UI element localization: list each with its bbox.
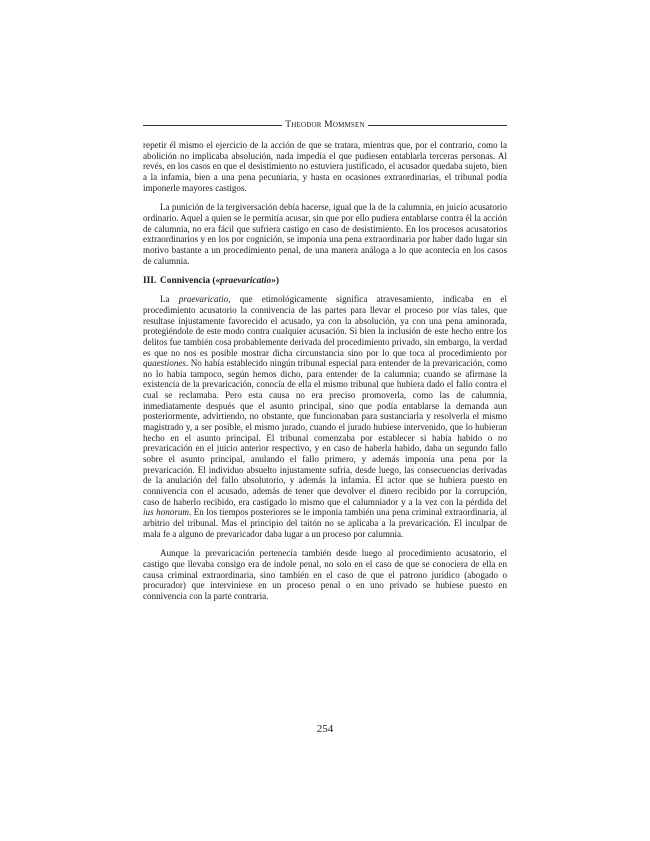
header-rule-right — [368, 125, 507, 126]
main-text — [143, 140, 507, 602]
section-title-term: praevaricatio — [220, 276, 272, 287]
term-praevaricatio: praevaricatio — [178, 294, 229, 305]
paragraph-3-part-c: , que etimológicamente significa atravesamiento, indicaba en el procedimiento acusatorio la connivencia de las partes para llevar el proceso por vías tales, que resultase injustamente favorecido el acusado, ya con la absolución, ya con una pena aminorada, protegiéndole de este modo contra cualquier acusación. Si bien la inclusión de este hecho entre los delitos fue también cosa probablemente derivada del procedimiento privado, sin embargo, la verdad es que no nos es posible mostrar dicha circunstancia sino por lo que toca al procedimiento por — [143, 294, 507, 358]
paragraph-3-part-a: La — [160, 294, 179, 305]
running-head — [143, 118, 507, 132]
paragraph-4: Aunque la prevaricación pertenecía también desde luego al procedimiento acusatorio, el castigo que llevaba consigo era de índole penal, no solo en el caso de que se conociera de ella en causa criminal extraordinaria, sino también en el caso de que el patrono jurídico (abogado o procurador) que interviniese en un proceso penal o en uno privado se hubiese puesto en connivencia con la parte contraria. — [143, 548, 507, 601]
term-quaestiones: quaestiones — [143, 358, 186, 369]
section-heading — [143, 276, 507, 287]
paragraph-2: La punición de la tergiversación debía hacerse, igual que la de la calumnia, en juicio acusatorio ordinario. Aquel a quien se le permitía acusar, sin que por ello pudiera entablarse contra él la acción de calumnia, no era fácil que sufriera castigo en caso de desistimiento. En los procesos acusatorios extraordinarios y en los por cognición, se imponía una pena extraordinaria por haber dado lugar sin motivo bastante a un procedimiento penal, de una manera análoga a lo que acontecía en los casos de calumnia. — [143, 202, 507, 266]
term-ius-honorum: ius honorum — [143, 507, 189, 518]
page-body — [143, 118, 507, 602]
running-head-author: Theodor Mommsen — [285, 120, 365, 130]
page-number: 254 — [316, 723, 334, 735]
section-number: III. — [143, 276, 157, 287]
section-title-suffix: ») — [271, 276, 280, 287]
paragraph-1: repetir él mismo el ejercicio de la acción de que se tratara, mientras que, por el contrario, como la abolición no implicaba absolución, nada impedía el que pudiesen entablarla terceras personas. Al revés, en los casos en que el desistimiento no estuviera justificado, el acusador quedaba sujeto, bien a la infamia, bien a una pena pecuniaria, y hasta en ocasiones extraordinarias, el tribunal podía imponerle mayores castigos. — [143, 140, 507, 193]
header-rule-left — [143, 125, 282, 126]
section-title-prefix: Connivencia (« — [160, 276, 221, 287]
paragraph-3-part-e: . No había establecido ningún tribunal especial para entender de la prevaricación, como no lo había tampoco, según hemos dicho, para entender de la calumnia; cuando se afirmase la existencia de la prevaricación, conocía de ella el mismo tribunal que hubiera dado el fallo contra el cual se reclamaba. Pero esta causa no era preciso promoverla, como las de calumnia, inmediatamente después que el asunto principal, sino que podía entablarse la demanda aun posteriormente, advirtiendo, no obstante, que funcionaban para sustanciarla y resolverla el mismo magistrado y, a ser posible, el mismo jurado, cuando el jurado hubiese intervenido, que lo hubieran hecho en el asunto principal. El tribunal comenzaba por establecer si había habido o no prevaricación en el juicio anterior respectivo, y en caso de haberla habido, daba un segundo fallo sobre el asunto principal, anulando el fallo primero, y además imponía una pena por la prevaricación. El individuo absuelto injustamente sufría, desde luego, las consecuencias derivadas de la anulación del fallo absolutorio, y además la infamia. El actor que se hubiera puesto en connivencia con el acusado, además de tener que devolver el dinero recibido por la corrupción, caso de haberlo recibido, era castigado lo mismo que el calumniador y a la vez con la pérdida del — [143, 358, 507, 507]
paragraph-3 — [143, 294, 507, 539]
paragraph-3-part-g: . En los tiempos posteriores se le imponía también una pena criminal extraordinaria, al arbitrio del tribunal. Mas el principio del taitón no se aplicaba a la prevaricación. El inculpar de mala fe a alguno de prevaricador daba lugar a un proceso por calumnia. — [143, 507, 507, 539]
